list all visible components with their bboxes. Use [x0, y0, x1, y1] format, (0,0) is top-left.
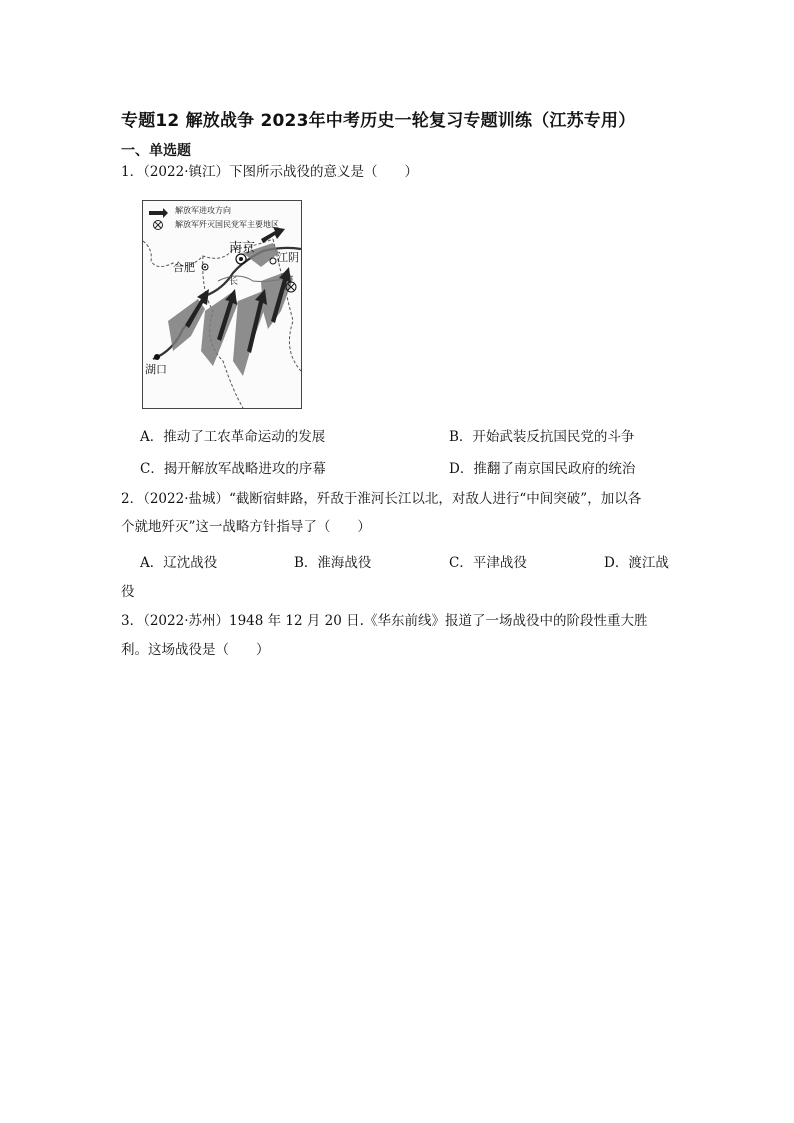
question-3-text-cont: 利。这场战役是（ ）	[121, 642, 270, 658]
river-label: 长	[229, 277, 239, 287]
nanjing-label: 南京	[229, 241, 256, 256]
q2-option-c[interactable]: C．平津战役	[449, 555, 527, 571]
legend-arrow-label: 解放军进攻方向	[175, 206, 231, 215]
battle-map	[142, 200, 302, 409]
legend-arrow-icon	[149, 208, 168, 218]
q1-option-d[interactable]: D．推翻了南京国民政府的统治	[449, 461, 636, 477]
q2-option-d[interactable]: D．渡江战	[604, 555, 669, 571]
q1-option-c[interactable]: C．揭开解放军战略进攻的序幕	[140, 461, 326, 477]
page-title: 专题12 解放战争 2023年中考历史一轮复习专题训练（江苏专用）	[121, 111, 636, 131]
hukou-label: 湖口	[145, 363, 167, 376]
q1-option-b[interactable]: B．开始武装反抗国民党的斗争	[449, 429, 635, 445]
hukou-marker	[154, 354, 160, 360]
question-2-text-cont: 个就地歼灭”这一战略方针指导了（ ）	[121, 519, 371, 535]
q1-option-a[interactable]: A．推动了工农革命运动的发展	[140, 429, 326, 445]
question-1-text: 1．（2022·镇江）下图所示战役的意义是（ ）	[121, 164, 418, 180]
legend-circle-label: 解放军歼灭国民党军主要地区	[175, 220, 279, 229]
q2-option-a[interactable]: A．辽沈战役	[140, 555, 218, 571]
jiangyin-marker	[270, 258, 276, 264]
q2-option-b[interactable]: B．淮海战役	[294, 555, 372, 571]
question-2-text: 2．（2022·盐城）“截断宿蚌路，歼敌于淮河长江以北，对敌人进行“中间突破”，加以各	[121, 491, 642, 507]
question-3-text: 3．（2022·苏州）1948 年 12 月 20 日.《华东前线》报道了一场战役中的阶段性重大胜	[121, 613, 648, 629]
map-legend	[149, 208, 168, 230]
q2-option-d-wrap: 役	[121, 584, 135, 600]
jiangyin-label: 江阴	[277, 251, 299, 264]
section-heading: 一、单选题	[121, 143, 191, 159]
hefei-label: 合肥	[173, 261, 195, 274]
